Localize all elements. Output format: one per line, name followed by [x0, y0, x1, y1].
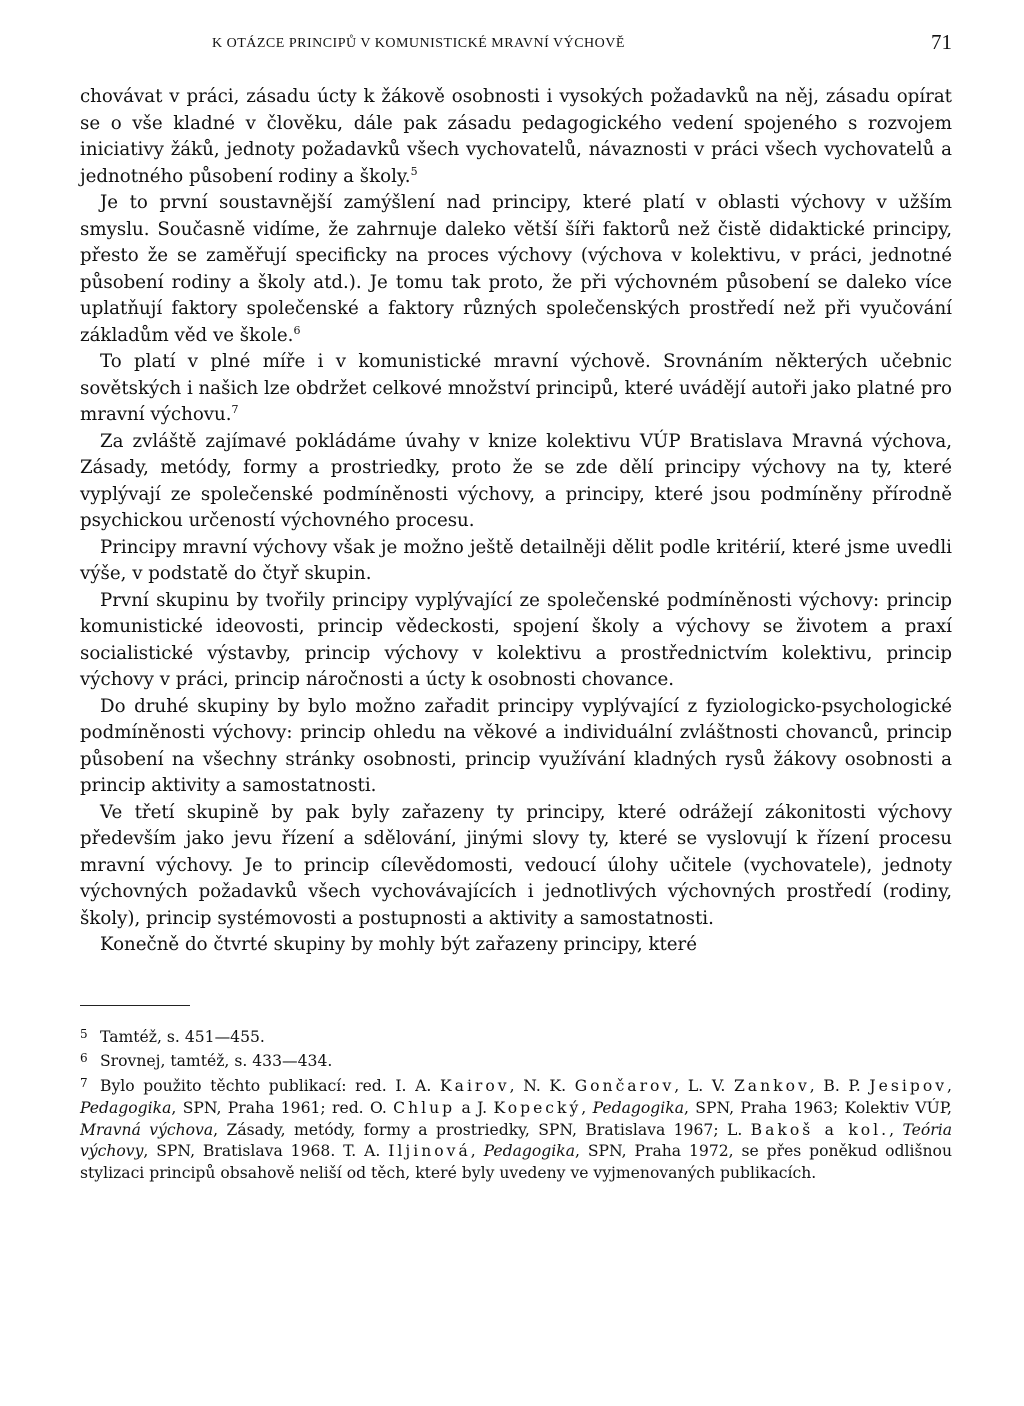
- author-name: Zankov: [733, 1077, 810, 1096]
- main-text: [80, 84, 952, 959]
- footnote-reference: 5: [410, 164, 418, 178]
- running-title: K OTÁZCE PRINCIPŮ V KOMUNISTICKÉ MRAVNÍ VÝCHOVĚ: [212, 36, 625, 51]
- paragraph: Ve třetí skupině by pak byly zařazeny ty principy, které odrážejí zákonitosti výchovy především jako jevu řízení a sdělování, jinými slovy ty, které se vyslovují k řízení procesu mravní výchovy. Je to princip cílevědomosti, vedoucí úlohy učitele (vychovatele), jednoty výchovných požadavků všech vychovávajících i jednotlivých výchovných prostředí (rodiny, školy), princip systémovosti a postupnosti a aktivity a samostatnosti.: [80, 801, 952, 929]
- footnote-reference: 6: [293, 323, 301, 337]
- footnote-separator: [80, 1005, 190, 1006]
- author-name: Bakoš a kol.: [750, 1120, 890, 1139]
- paragraph: To platí v plné míře i v komunistické mravní výchově. Srovnáním některých učebnic sovětských i našich lze obdržet celkové množství principů, které uvádějí autoři jako platné pro mravní výchovu.$^7$: [80, 351, 952, 425]
- page-number: 71: [931, 30, 952, 54]
- paragraph: Konečně do čtvrté skupiny by mohly být zařazeny principy, které: [100, 934, 698, 955]
- footnote: 7 Bylo použito těchto publikací: red. I. A. Kairov, N. K. Gončarov, L. V. Zankov, B. P. Jesipov, Pedagogika, SPN, Praha 1961; red. O. Chlup a J. Kopecký, Pedagogika, SPN, Praha 1963; Kolektiv VÚP, Mravná výchova, Zásady, metódy, formy a prostriedky, SPN, Bratislava 1967; L. Bakoš a kol., Teória výchovy, SPN, Bratislava 1968. T. A. Iljinová, Pedagogika, SPN, Praha 1972, se přes poněkud odlišnou stylizaci principů obsahově neliší od těch, které byly uvedeny ve vyjmenovaných publikacích.: [80, 1073, 952, 1185]
- footnote-number: 7: [80, 1076, 88, 1091]
- paragraph: Do druhé skupiny by bylo možno zařadit principy vyplývající z fyziologicko-psychologické podmíněnosti výchovy: princip ohledu na věkové a individuální zvláštnosti chovanců, princip působení na všechny stránky osobnosti, princip využívání kladných rysů žákovy osobnosti a princip aktivity a samostatnosti.: [80, 695, 952, 796]
- page-header: [80, 28, 952, 64]
- footnote-text: Srovnej, tamtéž, s. 433—434.: [100, 1052, 333, 1071]
- book-title: Pedagogika: [483, 1142, 575, 1161]
- footnote-number: 6: [80, 1051, 88, 1066]
- footnote: [80, 1024, 952, 1049]
- footnote-reference: 7: [231, 403, 239, 416]
- footnotes: [80, 1024, 952, 1186]
- book-title: Pedagogika: [592, 1098, 684, 1117]
- book-page: [80, 28, 952, 1185]
- paragraph: Je to první soustavnější zamýšlení nad principy, které platí v oblasti výchovy v užším smyslu. Současně vidíme, že zahrnuje daleko větší šíři faktorů než čistě didaktické principy, přesto že se zaměřují specificky na proces výchovy (výchova v kolektivu, v práci, jednotné působení rodiny a školy atd.). Je tomu tak proto, že při výchovném působení se daleko více uplatňují faktory společenské a faktory různých společenských prostředí než při vyučování základům věd ve škole.$^6$: [80, 192, 952, 346]
- author-name: Gončarov: [574, 1077, 675, 1096]
- paragraph: Principy mravní výchovy však je možno ještě detailněji dělit podle kritérií, které jsme uvedli výše, v podstatě do čtyř skupin.: [80, 536, 952, 584]
- paragraph: Za zvláště zajímavé pokládáme úvahy v knize kolektivu VÚP Bratislava Mravná výchova, Zásady, metódy, formy a prostriedky, proto že se zde dělí principy výchovy na ty, které vyplývají ze společenské podmíněnosti výchovy, a principy, které jsou podmíněny přírodně psychickou určeností výchovného procesu.: [80, 430, 952, 531]
- author-name: Chlup: [393, 1098, 456, 1117]
- book-title: Pedagogika: [80, 1098, 172, 1117]
- book-title: Teória výchovy: [80, 1120, 952, 1161]
- author-name: Iljinová: [388, 1142, 471, 1161]
- footnote: [80, 1048, 952, 1073]
- author-name: Jesipov: [869, 1077, 948, 1096]
- footnote-number: 5: [80, 1026, 88, 1041]
- author-name: Kopecký: [493, 1098, 582, 1117]
- footnote-text: Tamtéž, s. 451—455.: [100, 1027, 265, 1046]
- paragraph: chovávat v práci, zásadu úcty k žákově osobnosti i vysokých požadavků na něj, zásadu opírat se o vše kladné v člověku, dále pak zásadu pedagogického vedení spojeného s rozvojem iniciativy žáků, jednoty požadavků všech vychovatelů, návaznosti v práci všech vychovatelů a jednotného působení rodiny a školy.$^5$: [80, 86, 952, 187]
- author-name: Kairov: [440, 1077, 510, 1096]
- book-title: Mravná výchova: [80, 1120, 214, 1139]
- paragraph: První skupinu by tvořily principy vyplývající ze společenské podmíněnosti výchovy: princip komunistické ideovosti, princip vědeckosti, spojení školy a výchovy se životem a praxí socialistické výstavby, princip výchovy v kolektivu a prostřednictvím kolektivu, princip výchovy v práci, princip náročnosti a úcty k osobnosti chovance.: [80, 589, 952, 690]
